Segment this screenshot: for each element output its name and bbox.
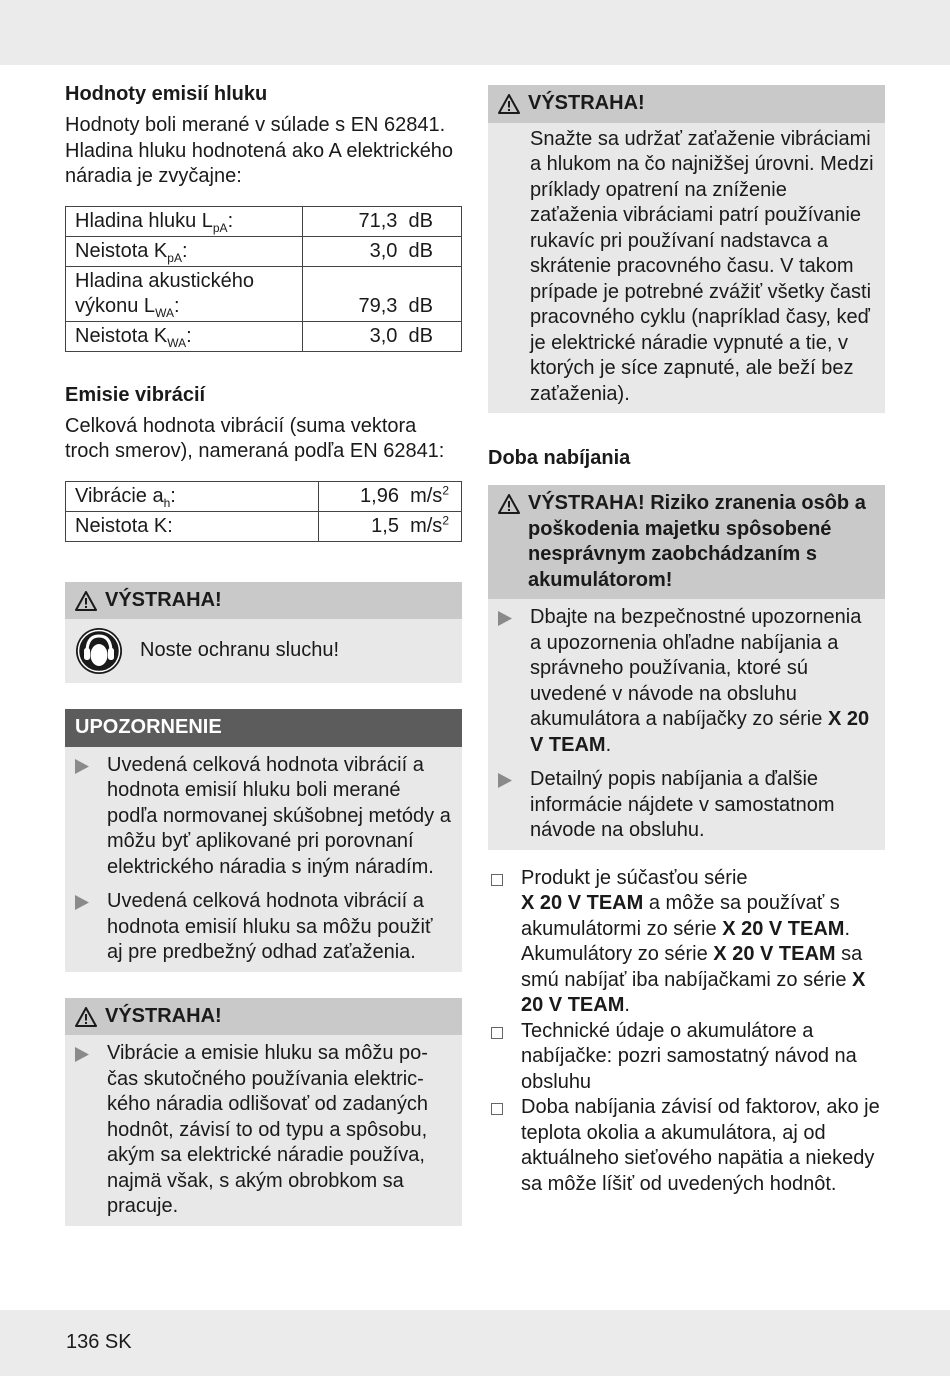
square-bullet-icon (488, 1095, 521, 1197)
warning-header: VÝSTRAHA! Riziko zranenia osôb a poškodenia majetku spôsobené nesprávnym zaobchádzaním s akumulátorom! (488, 485, 885, 599)
bullet-triangle-icon (75, 1041, 107, 1220)
bullet-triangle-icon (498, 605, 530, 758)
bullet-triangle-icon (498, 767, 530, 844)
table-row: Neistota $K_{WA}$: 3,0 dB (66, 321, 462, 351)
vibration-reduction-text: Snažte sa udržať zaťaženie vibráciami a hlukom na čo najnižšej úrovni. Medzi príklady opatrení na zníženie zaťaženia vibráciami patrí používanie rukavíc pri používaní nadstavca a skrátenie pracovného času. V takom prípade je potrebné zvážiť všetky časti pracovného cyklu (napríklad časy, keď je elektrické náradie vypnuté a tie, v ktorých je síce zapnuté, ale beží bez zaťaženia). (530, 127, 874, 405)
hearing-warning-text: Noste ochranu sluchu! (140, 639, 340, 662)
warning-triangle-icon (75, 1004, 97, 1030)
vibration-heading: Emisie vibrácií (65, 383, 206, 406)
square-bullet-icon (488, 1019, 521, 1096)
warning-triangle-icon (75, 588, 97, 614)
list-item: Detailný popis nabíjania a ďalšie informácie nájdete v samostatnom návode na obsluhu. (498, 767, 875, 844)
list-item: Vibrácie a emisie hluku sa môžu po-čas skutočného používania elektric-kého náradia odlišovať od zadaných hodnôt, závisí to od typu a spôsobu, akým sa elektrické náradie používa, najmä však, s akým obrobkom sa pracuje. (75, 1041, 452, 1220)
vibration-reduction-warning-box (488, 85, 885, 413)
battery-warning-box (488, 485, 885, 850)
vibration-warning-box (65, 998, 462, 1226)
table-row: Neistota $K_{pA}$: 3,0 dB (66, 236, 462, 266)
warning-header: VÝSTRAHA! (65, 998, 462, 1036)
noise-intro: Hodnoty boli merané v súlade s EN 62841. Hladina hluku hodnotená ako A elektrického náradia je zvyčajne: (65, 114, 454, 187)
table-row: Vibrácie $a_h$: 1,96 $m/s^2$ (66, 481, 462, 511)
right-column (488, 85, 885, 1197)
header-band (0, 0, 950, 65)
table-row: Hladina hluku $L_{pA}$: 71,3 dB (66, 206, 462, 236)
hearing-protection-icon (75, 627, 123, 675)
list-item: Doba nabíjania závisí od faktorov, ako je teplota okolia a akumulátora, aj od aktuálneho sieťového napätia a niekedy sa môže líšiť od uvedených hodnôt. (488, 1095, 885, 1197)
charging-info-list (488, 866, 885, 1198)
bullet-triangle-icon (75, 753, 107, 881)
warning-header: VÝSTRAHA! (488, 85, 885, 123)
page-number: 136 SK (66, 1331, 132, 1353)
table-row: Hladina akustického výkonu $L_{WA}$: 79,3 dB (66, 266, 462, 321)
list-item: Dbajte na bezpečnostné upozornenia a upozornenia ohľadne nabíjania a správneho používania, ktoré sú uvedené v návode na obsluhu akumulátora a nabíjačky zo série X 20 V TEAM. (498, 605, 875, 758)
list-item: Produkt je súčasťou série X 20 V TEAM a môže sa používať s akumulátormi zo série X 20 V TEAM. Akumulátory zo série X 20 V TEAM sa smú nabíjať iba nabíjačkami zo série X 20 V TEAM. (488, 866, 885, 1019)
left-column (65, 81, 462, 1226)
list-item: Uvedená celková hodnota vibrácií a hodnota emisií hluku boli merané podľa normovanej skúšobnej metódy a môžu byť aplikované pri porovnaní elektrického náradia s iným náradím. (75, 753, 452, 881)
list-item: Technické údaje o akumulátore a nabíjačke: pozri samostatný návod na obsluhu (488, 1019, 885, 1096)
list-item: Uvedená celková hodnota vibrácií a hodnota emisií hluku sa môžu použiť aj pre predbežný odhad zaťaženia. (75, 889, 452, 966)
notice-header: UPOZORNENIE (65, 709, 462, 747)
noise-table (65, 206, 462, 352)
warning-triangle-icon (498, 91, 520, 117)
bullet-triangle-icon (75, 889, 107, 966)
hearing-warning-box (65, 582, 462, 684)
notice-box (65, 709, 462, 972)
noise-heading: Hodnoty emisií hluku (65, 83, 268, 105)
footer-band (0, 1310, 950, 1376)
warning-header: VÝSTRAHA! (65, 582, 462, 620)
table-row: Neistota K: 1,5 $m/s^2$ (66, 511, 462, 541)
warning-triangle-icon (498, 491, 520, 593)
vibration-table (65, 481, 462, 542)
square-bullet-icon (488, 866, 521, 1019)
charging-heading: Doba nabíjania (488, 447, 631, 469)
vibration-intro: Celková hodnota vibrácií (suma vektora troch smerov), nameraná podľa EN 62841: (65, 414, 445, 462)
